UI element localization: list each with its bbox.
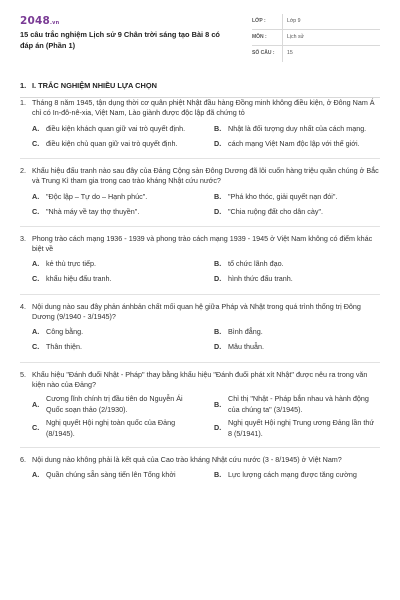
answer-option[interactable] bbox=[214, 327, 380, 339]
option-text: Cương lĩnh chính trị đầu tiên do Nguyễn Ái Quốc soạn thảo (2/1930). bbox=[46, 394, 183, 414]
option-text: Bình đẳng. bbox=[228, 327, 263, 337]
option-key: D. bbox=[214, 138, 222, 148]
option-text: Thân thiện. bbox=[46, 342, 82, 352]
option-text: "Phá kho thóc, giải quyết nạn đói". bbox=[228, 191, 338, 201]
option-text: Quần chúng sẵn sàng tiến lên Tổng khởi bbox=[46, 470, 176, 480]
question-text-row bbox=[20, 455, 380, 465]
option-text: "Chia ruộng đất cho dân cày". bbox=[228, 206, 324, 216]
answer-options bbox=[20, 470, 380, 482]
question-item bbox=[20, 370, 380, 449]
option-key: C. bbox=[32, 138, 40, 148]
option-text: Chỉ thị "Nhật - Pháp bắn nhau và hành động của chúng ta" (3/1945). bbox=[228, 394, 369, 414]
option-key: C. bbox=[32, 274, 40, 284]
meta-row-class bbox=[252, 14, 380, 30]
option-key: D. bbox=[214, 206, 222, 216]
logo-suffix: .vn bbox=[50, 20, 60, 26]
page-title: 15 câu trắc nghiệm Lịch sử 9 Chân trời sáng tạo Bài 8 có đáp án (Phần 1) bbox=[20, 30, 220, 50]
option-text: tổ chức lãnh đạo. bbox=[228, 259, 284, 269]
option-key: B. bbox=[214, 191, 222, 201]
answer-option[interactable] bbox=[214, 206, 380, 218]
meta-label: SỐ CÂU : bbox=[252, 50, 275, 57]
option-text: Mâu thuẫn. bbox=[228, 342, 264, 352]
option-key: A. bbox=[32, 327, 40, 337]
answer-option[interactable] bbox=[214, 470, 380, 482]
question-item bbox=[20, 302, 380, 363]
meta-value: Lịch sử bbox=[282, 30, 304, 45]
question-item bbox=[20, 234, 380, 295]
option-text: hình thức đấu tranh. bbox=[228, 274, 293, 284]
answer-options bbox=[20, 327, 380, 354]
answer-option[interactable] bbox=[32, 418, 198, 439]
option-text: khẩu hiệu đấu tranh. bbox=[46, 274, 112, 284]
question-text-row bbox=[20, 166, 380, 187]
meta-value: Lớp 9 bbox=[282, 14, 301, 29]
question-item bbox=[20, 455, 380, 489]
question-text-row bbox=[20, 98, 380, 119]
answer-option[interactable] bbox=[214, 342, 380, 354]
option-text: "Độc lập – Tự do – Hạnh phúc". bbox=[46, 191, 148, 201]
meta-row-subject bbox=[252, 30, 380, 46]
question-number: 6. bbox=[20, 455, 26, 465]
question-text-row bbox=[20, 370, 380, 391]
option-text: "Nhà máy về tay thợ thuyền". bbox=[46, 206, 140, 216]
question-text-row bbox=[20, 234, 380, 255]
option-text: Nghị quyết Hội nghị toàn quốc của Đảng (8/1945). bbox=[46, 418, 176, 438]
option-key: A. bbox=[32, 191, 40, 201]
answer-option[interactable] bbox=[32, 138, 198, 150]
option-text: điều kiện chủ quan giữ vai trò quyết định. bbox=[46, 138, 178, 148]
answer-option[interactable] bbox=[214, 259, 380, 271]
option-text: cách mạng Việt Nam độc lập với thế giới. bbox=[228, 138, 360, 148]
answer-option[interactable] bbox=[32, 259, 198, 271]
option-key: C. bbox=[32, 206, 40, 216]
option-key: D. bbox=[214, 274, 222, 284]
option-text: điều kiện khách quan giữ vai trò quyết định. bbox=[46, 123, 186, 133]
option-key: A. bbox=[32, 123, 40, 133]
option-text: kẻ thù trực tiếp. bbox=[46, 259, 96, 269]
question-text: Nội dung nào không phải là kết quả của Cao trào kháng Nhật cứu nước (3 - 8/1945) ở Việt Nam? bbox=[32, 455, 342, 465]
answer-option[interactable] bbox=[214, 274, 380, 286]
section-number: 1. bbox=[20, 81, 27, 90]
question-text: Khẩu hiệu đấu tranh nào sau đây của Đảng Cộng sản Đông Dương đã lôi cuốn hàng triệu quần chúng ở Bắc và Trung Kì tham gia trong cao trào kháng Nhật cứu nước? bbox=[32, 165, 379, 186]
question-text-row bbox=[20, 302, 380, 323]
option-text: Nghị quyết Hội nghị Trung ương Đảng lần thứ 8 (5/1941). bbox=[228, 418, 375, 438]
answer-option[interactable] bbox=[214, 138, 380, 150]
option-key: C. bbox=[32, 423, 40, 433]
answer-option[interactable] bbox=[32, 470, 198, 482]
answer-option[interactable] bbox=[214, 123, 380, 135]
question-number: 4. bbox=[20, 301, 26, 311]
answer-option[interactable] bbox=[214, 191, 380, 203]
question-text: Nội dung nào sau đây phản ánhbản chất mối quan hệ giữa Pháp và Nhật trong quá trình thống trị Đông Dương (9/1940 - 3/1945)? bbox=[32, 301, 361, 322]
option-key: B. bbox=[214, 327, 222, 337]
question-number: 2. bbox=[20, 165, 26, 175]
question-text: Tháng 8 năm 1945, tận dụng thời cơ quân phiệt Nhật đầu hàng Đồng minh không điều kiện, ở Đông Nam Á chỉ có In-đô-nê-xia, Việt Nam, Lào giành được độc lập đã chứng tỏ bbox=[32, 98, 375, 118]
option-key: B. bbox=[214, 123, 222, 133]
option-key: A. bbox=[32, 399, 40, 409]
option-key: C. bbox=[32, 342, 40, 352]
question-number: 3. bbox=[20, 233, 26, 243]
option-key: D. bbox=[214, 423, 222, 433]
meta-label: MÔN : bbox=[252, 33, 267, 40]
question-item bbox=[20, 98, 380, 159]
answer-option[interactable] bbox=[32, 123, 198, 135]
answer-option[interactable] bbox=[32, 274, 198, 286]
question-item bbox=[20, 166, 380, 227]
section-title: I. TRẮC NGHIỆM NHIỀU LỰA CHỌN bbox=[32, 81, 157, 90]
question-number: 5. bbox=[20, 369, 26, 379]
option-key: A. bbox=[32, 259, 40, 269]
answer-option[interactable] bbox=[32, 191, 198, 203]
option-key: B. bbox=[214, 399, 222, 409]
option-key: D. bbox=[214, 342, 222, 352]
option-key: A. bbox=[32, 470, 40, 480]
answer-options bbox=[20, 259, 380, 286]
question-text: Khẩu hiệu "Đánh đuổi Nhật - Pháp" thay bằng khẩu hiệu "Đánh đuổi phát xít Nhật" được nêu ra trong văn kiện nào của Đảng? bbox=[32, 369, 368, 389]
answer-option[interactable] bbox=[32, 394, 198, 415]
page-header bbox=[0, 0, 400, 68]
meta-value: 15 bbox=[282, 46, 293, 62]
question-list bbox=[20, 98, 380, 497]
answer-options bbox=[20, 394, 380, 439]
question-text: Phong trào cách mạng 1936 - 1939 và phong trào cách mạng 1939 - 1945 ở Việt Nam không có điểm khác biệt về bbox=[32, 233, 373, 254]
option-text: Công bằng. bbox=[46, 327, 84, 337]
meta-row-count bbox=[252, 46, 380, 62]
answer-option[interactable] bbox=[214, 418, 380, 439]
section-heading bbox=[20, 81, 380, 98]
logo-text: 2048 bbox=[20, 15, 51, 27]
site-logo[interactable] bbox=[20, 14, 59, 29]
question-number: 1. bbox=[20, 98, 26, 107]
answer-options bbox=[20, 191, 380, 218]
answer-options bbox=[20, 123, 380, 150]
option-key: B. bbox=[214, 259, 222, 269]
option-text: Lực lượng cách mạng được tăng cường bbox=[228, 470, 357, 480]
answer-option[interactable] bbox=[32, 327, 198, 339]
option-key: B. bbox=[214, 470, 222, 480]
meta-label: LỚP : bbox=[252, 17, 266, 24]
answer-option[interactable] bbox=[214, 394, 380, 415]
option-text: Nhật là đối tượng duy nhất của cách mạng. bbox=[228, 123, 367, 133]
meta-table bbox=[252, 14, 380, 62]
answer-option[interactable] bbox=[32, 342, 198, 354]
answer-option[interactable] bbox=[32, 206, 198, 218]
